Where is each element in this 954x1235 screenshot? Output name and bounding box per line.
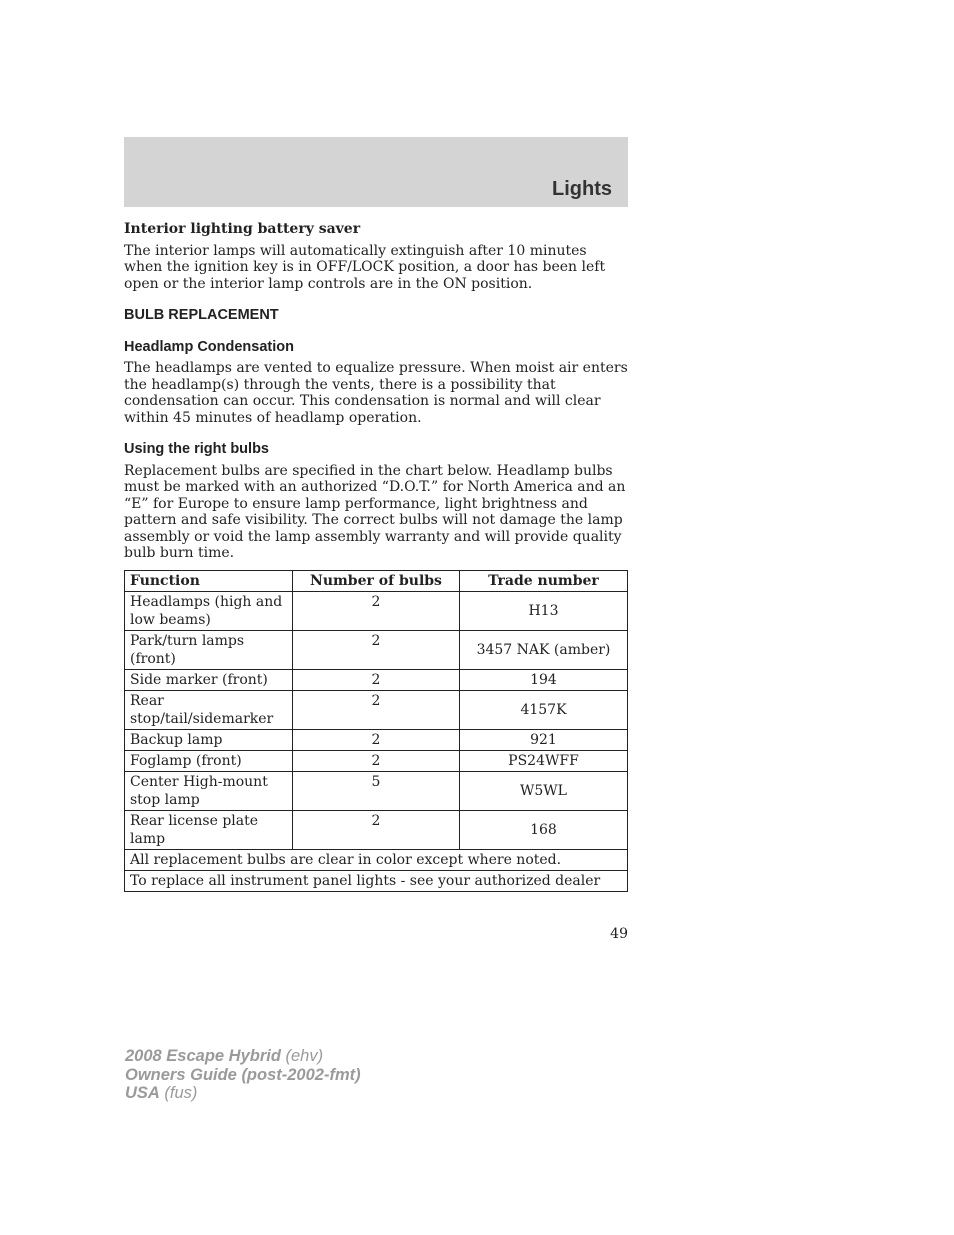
right-bulbs-heading: Using the right bulbs (124, 441, 269, 457)
cell-count: 5 (293, 771, 460, 810)
cell-function: Park/turn lamps (front) (125, 630, 293, 669)
table-row (125, 669, 628, 690)
page-number: 49 (610, 926, 628, 942)
cell-function: Rear stop/tail/sidemarker (125, 690, 293, 729)
table-header-row (125, 570, 628, 591)
cell-count: 2 (293, 729, 460, 750)
cell-trade: W5WL (459, 771, 627, 810)
table-row (125, 591, 628, 630)
table-row (125, 810, 628, 849)
battery-saver-heading: Interior lighting battery saver (124, 221, 361, 237)
footer-model-code: (ehv) (280, 1047, 324, 1065)
table-note: To replace all instrument panel lights - see your authorized dealer (125, 870, 628, 891)
cell-count: 2 (293, 810, 460, 849)
section-title: Lights (552, 178, 612, 200)
footer-line-1 (125, 1047, 361, 1066)
cell-trade: H13 (459, 591, 627, 630)
table-row (125, 729, 628, 750)
footer-model: 2008 Escape Hybrid (125, 1047, 281, 1065)
cell-trade: 4157K (459, 690, 627, 729)
cell-function: Side marker (front) (125, 669, 293, 690)
table-row (125, 630, 628, 669)
footer-line-3 (125, 1084, 361, 1103)
cell-trade: 921 (459, 729, 627, 750)
table-row (125, 750, 628, 771)
bulb-table (124, 570, 628, 892)
table-note-row (125, 849, 628, 870)
table-row (125, 690, 628, 729)
table-row (125, 771, 628, 810)
cell-function: Center High-mount stop lamp (125, 771, 293, 810)
cell-trade: 3457 NAK (amber) (459, 630, 627, 669)
table-note-row (125, 870, 628, 891)
document-footer (125, 1047, 361, 1103)
condensation-heading: Headlamp Condensation (124, 338, 294, 355)
table-note: All replacement bulbs are clear in color except where noted. (125, 849, 628, 870)
cell-function: Backup lamp (125, 729, 293, 750)
footer-market: USA (125, 1084, 160, 1102)
cell-function: Foglamp (front) (125, 750, 293, 771)
cell-trade: 194 (459, 669, 627, 690)
cell-count: 2 (293, 591, 460, 630)
column-header-function: Function (125, 570, 293, 591)
battery-saver-body: The interior lamps will automatically extinguish after 10 minutes when the ignition key is in OFF/LOCK position, a door has been left open or the interior lamp controls are in the ON position. (124, 242, 606, 292)
cell-count: 2 (293, 690, 460, 729)
cell-trade: 168 (459, 810, 627, 849)
condensation-body: The headlamps are vented to equalize pressure. When moist air enters the headlamp(s) through the vents, there is a possibility that condensation can occur. This condensation is normal and will clear within 45 minutes of headlamp operation. (124, 360, 628, 426)
bulb-replacement-heading: BULB REPLACEMENT (124, 307, 279, 323)
cell-count: 2 (293, 669, 460, 690)
cell-count: 2 (293, 630, 460, 669)
column-header-trade: Trade number (459, 570, 627, 591)
cell-count: 2 (293, 750, 460, 771)
section-header-band (124, 137, 628, 207)
right-bulbs-body: Replacement bulbs are specified in the chart below. Headlamp bulbs must be marked with an authorized “D.O.T.” for North America and an “E” for Europe to ensure lamp performance, light brightness and pattern and safe visibility. The correct bulbs will not damage the lamp assembly or void the lamp assembly warranty and will provide quality bulb burn time. (124, 462, 626, 561)
column-header-count: Number of bulbs (293, 570, 460, 591)
page-content (124, 221, 628, 892)
cell-trade: PS24WFF (459, 750, 627, 771)
cell-function: Headlamps (high and low beams) (125, 591, 293, 630)
footer-line-2: Owners Guide (post-2002-fmt) (125, 1065, 361, 1084)
footer-market-code: (fus) (159, 1084, 198, 1102)
cell-function: Rear license plate lamp (125, 810, 293, 849)
